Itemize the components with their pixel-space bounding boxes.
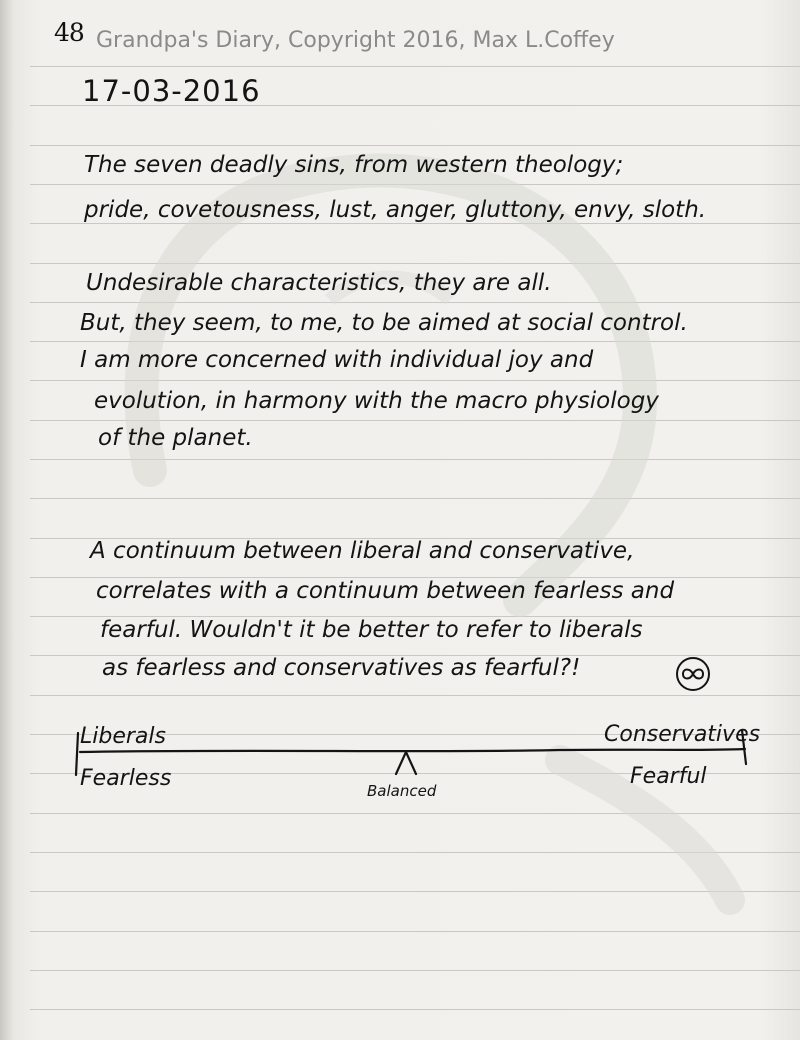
text-line: of the planet. bbox=[98, 425, 253, 451]
text-line: as fearless and conservatives as fearful?! bbox=[102, 655, 581, 681]
page-number: 48 bbox=[54, 18, 84, 47]
text-line: I am more concerned with individual joy and bbox=[80, 347, 594, 373]
scale-label-balanced: Balanced bbox=[367, 782, 437, 800]
text-line: But, they seem, to me, to be aimed at social control. bbox=[80, 310, 688, 336]
scale-label-fearful: Fearful bbox=[630, 764, 707, 789]
text-line: The seven deadly sins, from western theology; bbox=[84, 152, 624, 178]
text-line: Undesirable characteristics, they are all. bbox=[86, 270, 552, 296]
scale-label-fearless: Fearless bbox=[80, 766, 172, 791]
entry-date: 17-03-2016 bbox=[82, 74, 261, 108]
text-line: fearful. Wouldn't it be better to refer to liberals bbox=[100, 617, 643, 643]
scale-label-liberals: Liberals bbox=[80, 724, 166, 749]
text-line: pride, covetousness, lust, anger, gluttony, envy, sloth. bbox=[84, 197, 707, 223]
text-line: evolution, in harmony with the macro physiology bbox=[94, 388, 659, 414]
scale-label-conservatives: Conservatives bbox=[604, 722, 761, 747]
text-line: A continuum between liberal and conservative, bbox=[90, 538, 635, 564]
text-line: correlates with a continuum between fearless and bbox=[96, 578, 675, 604]
page-header-title: Grandpa's Diary, Copyright 2016, Max L.Coffey bbox=[96, 28, 615, 53]
